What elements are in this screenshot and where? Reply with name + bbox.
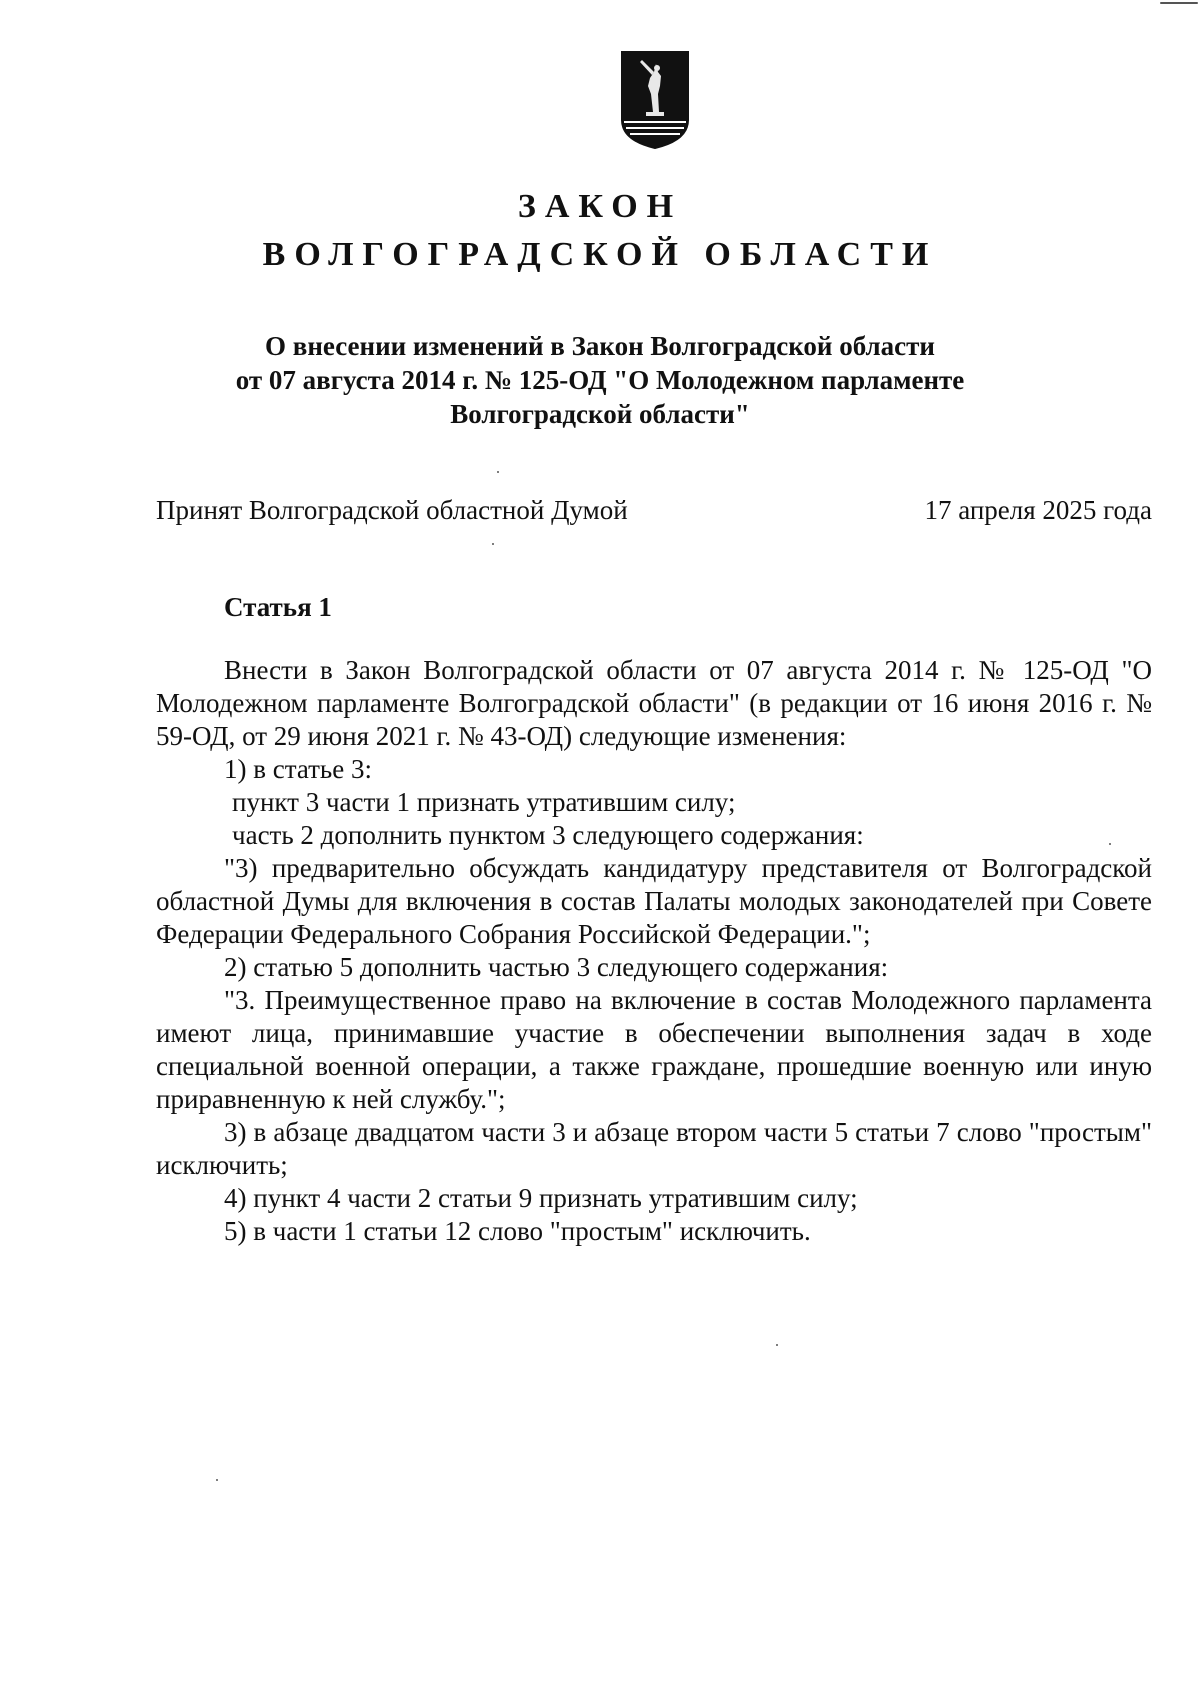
law-title: ЗАКОН bbox=[517, 188, 683, 225]
article-paragraph: "3) предварительно обсуждать кандидатуру представителя от Волгоградской областной Думы для включения в состав Палаты молодых законодателей при Совете Федерации Федерального Собрания Российской Федерации."; bbox=[156, 853, 1152, 949]
coat-of-arms-emblem bbox=[620, 50, 690, 150]
adoption-date: 17 апреля 2025 года bbox=[924, 495, 1152, 525]
subject-line: О внесении изменений в Закон Волгоградской области bbox=[265, 331, 935, 361]
scan-speck bbox=[492, 543, 494, 545]
subject-line: от 07 августа 2014 г. № 125-ОД "О Молодежном парламенте bbox=[235, 365, 965, 395]
adopted-by-text: Принят Волгоградской областной Думой bbox=[156, 495, 628, 525]
article-paragraph: "3. Преимущественное право на включение в состав Молодежного парламента имеют лица, принимавшие участие в обеспечении выполнения задач в ходе специальной военной операции, а также граждане, прошедшие военную или иную приравненную к ней службу."; bbox=[156, 985, 1152, 1114]
scan-speck bbox=[497, 471, 499, 473]
law-subject bbox=[0, 329, 1200, 431]
article-paragraph: 4) пункт 4 части 2 статьи 9 признать утратившим силу; bbox=[224, 1183, 858, 1213]
article-paragraph: часть 2 дополнить пунктом 3 следующего содержания: bbox=[232, 820, 864, 850]
article-body bbox=[156, 654, 1152, 1248]
scan-speck bbox=[776, 1344, 778, 1346]
scan-speck bbox=[216, 1479, 218, 1481]
article-paragraph: Внести в Закон Волгоградской области от 07 августа 2014 г. № 125-ОД "О Молодежном парламенте Волгоградской области" (в редакции от 16 июня 2016 г. № 59-ОД, от 29 июня 2021 г. № 43-ОД) следующие изменения: bbox=[156, 655, 1152, 751]
region-title: ВОЛГОГРАДСКОЙ ОБЛАСТИ bbox=[262, 236, 938, 273]
article-heading: Статья 1 bbox=[224, 592, 332, 622]
subject-line: Волгоградской области" bbox=[450, 399, 750, 429]
scan-speck bbox=[1109, 843, 1111, 845]
article-paragraph: 1) в статье 3: bbox=[224, 754, 372, 784]
scan-speck bbox=[1160, 2, 1198, 4]
article-paragraph: пункт 3 части 1 признать утратившим силу; bbox=[232, 787, 736, 817]
article-paragraph: 2) статью 5 дополнить частью 3 следующего содержания: bbox=[224, 952, 889, 982]
article-paragraph: 5) в части 1 статьи 12 слово "простым" исключить. bbox=[224, 1216, 811, 1246]
article-paragraph: 3) в абзаце двадцатом части 3 и абзаце втором части 5 статьи 7 слово "простым" исключить; bbox=[156, 1117, 1152, 1180]
